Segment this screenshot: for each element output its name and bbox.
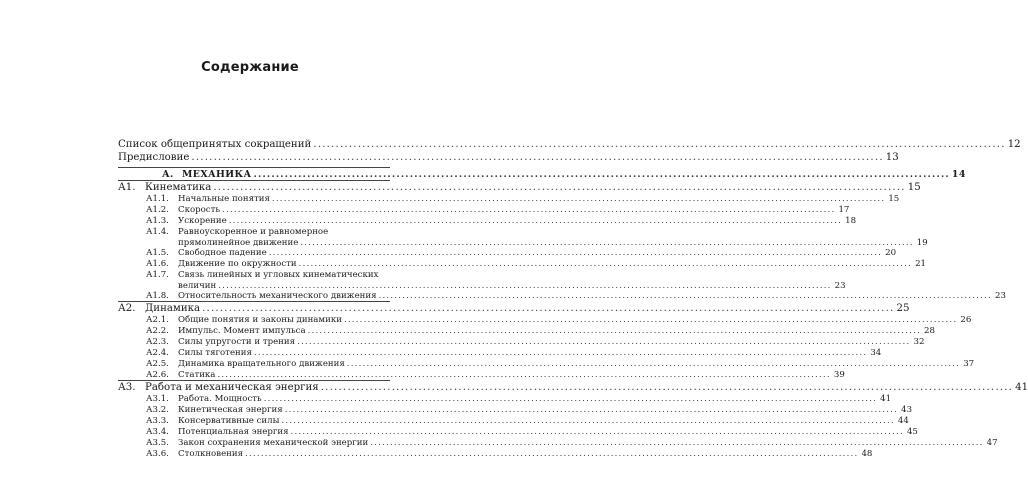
toc-leader-dots: [272, 194, 885, 204]
toc-leader-dots: [379, 291, 992, 301]
toc-entry-page: 23: [834, 281, 846, 291]
toc-leader-dots: [264, 394, 877, 404]
toc-entry-page: 43: [901, 405, 913, 415]
toc-entry-page: 44: [897, 416, 909, 426]
toc-leader-dots: [202, 303, 894, 314]
toc-entry-page: 20: [885, 248, 897, 258]
toc-entry-title: Кинематика: [145, 182, 212, 193]
toc-entry[interactable]: [118, 438, 998, 448]
toc-entry[interactable]: [118, 205, 850, 215]
toc-entry[interactable]: [118, 427, 918, 437]
toc-entry-number: А1.1.: [146, 194, 169, 204]
toc-entry-page: 26: [960, 315, 972, 325]
section-divider: [118, 301, 390, 302]
toc-entry-number: А1.6.: [146, 259, 169, 269]
toc-leader-dots: [217, 370, 830, 380]
page-title: Содержание: [201, 60, 299, 75]
toc-entry[interactable]: [118, 326, 935, 336]
toc-entry[interactable]: [118, 259, 927, 269]
toc-entry[interactable]: [118, 182, 921, 193]
toc-entry[interactable]: [118, 270, 390, 280]
toc-entry-number: А.: [162, 169, 174, 180]
toc-entry-page: 14: [951, 169, 966, 180]
toc-entry-page: 48: [861, 449, 873, 459]
toc-leader-dots: [269, 248, 882, 258]
toc-entry-title: Равноускоренное и равномерное: [178, 227, 329, 237]
toc-entry-page: 45: [906, 427, 918, 437]
toc-leader-dots: [285, 405, 898, 415]
toc-entry-number: А3.5.: [146, 438, 169, 448]
toc-entry-title: Импульс. Момент импульса: [178, 326, 306, 336]
toc-leader-dots: [347, 359, 960, 369]
toc-leader-dots: [313, 139, 1005, 150]
toc-entry-number: А1.8.: [146, 291, 169, 301]
toc-entry-number: А3.2.: [146, 405, 169, 415]
toc-entry[interactable]: [118, 194, 900, 204]
toc-entry-title: Скорость: [178, 205, 221, 215]
toc-entry[interactable]: [118, 315, 972, 325]
toc-entry-page: 41: [1015, 382, 1028, 393]
toc-entry-number: А3.3.: [146, 416, 169, 426]
toc-entry-number: А2.4.: [146, 348, 169, 358]
toc-entry-page: 34: [870, 348, 882, 358]
toc-leader-dots: [213, 182, 905, 193]
toc-entry-title: Динамика вращательного движения: [178, 359, 345, 369]
toc-entry-page: 15: [888, 194, 900, 204]
toc-entry-page: 18: [845, 216, 857, 226]
toc-entry-page: 25: [896, 303, 910, 314]
section-divider: [118, 167, 390, 168]
toc-entry-page: 47: [986, 438, 998, 448]
toc-entry-number: А1.: [118, 182, 136, 193]
toc-entry-number: А2.2.: [146, 326, 169, 336]
toc-entry[interactable]: [118, 152, 899, 163]
toc-entry-number: А2.: [118, 303, 136, 314]
toc-entry-page: 28: [924, 326, 935, 336]
toc-entry-number: А3.4.: [146, 427, 169, 437]
toc-entry-page: 19: [916, 238, 928, 248]
toc-leader-dots: [291, 427, 904, 437]
toc-entry-number: А1.5.: [146, 248, 169, 258]
toc-entry[interactable]: [118, 394, 892, 404]
toc-entry-number: А2.1.: [146, 315, 169, 325]
section-divider: [118, 180, 390, 181]
toc-entry-page: 37: [963, 359, 975, 369]
toc-entry[interactable]: [118, 449, 873, 459]
toc-entry-number: А2.5.: [146, 359, 169, 369]
toc-entry-title-cont: величин: [178, 281, 217, 291]
toc-entry[interactable]: [118, 291, 1006, 301]
toc-entry-number: А2.6.: [146, 370, 169, 380]
toc-entry[interactable]: [118, 337, 925, 347]
toc-entry-number: А1.4.: [146, 227, 169, 237]
toc-entry-title: Работа. Мощность: [178, 394, 262, 404]
toc-entry-number: А1.2.: [146, 205, 169, 215]
toc-leader-dots: [297, 337, 910, 347]
toc-entry-page: 21: [915, 259, 927, 269]
toc-entry-title: Кинетическая энергия: [178, 405, 283, 415]
toc-entry-continuation[interactable]: [118, 281, 846, 291]
toc-leader-dots: [191, 152, 883, 163]
toc-entry-title: Столкновения: [178, 449, 244, 459]
toc-entry[interactable]: [118, 370, 845, 380]
toc-entry-number: А2.3.: [146, 337, 169, 347]
toc-entry-page: 41: [880, 394, 892, 404]
toc-entry[interactable]: [118, 303, 910, 314]
toc-entry[interactable]: [118, 382, 1028, 393]
toc-entry-page: 32: [913, 337, 925, 347]
toc-entry-title: Свободное падение: [178, 248, 267, 258]
toc-entry-page: 39: [833, 370, 845, 380]
toc-leader-dots: [281, 416, 894, 426]
toc-entry-title: Статика: [178, 370, 216, 380]
toc-entry-title: Общие понятия и законы динамики: [178, 315, 342, 325]
toc-leader-dots: [218, 281, 831, 291]
toc-entry-title: Силы тяготения: [178, 348, 252, 358]
toc-entry-number: А3.6.: [146, 449, 169, 459]
toc-entry-title: МЕХАНИКА: [182, 169, 252, 180]
toc-entry[interactable]: [118, 359, 975, 369]
toc-entry-title: Работа и механическая энергия: [145, 382, 319, 393]
toc-leader-dots: [245, 449, 858, 459]
toc-entry[interactable]: [118, 405, 913, 415]
toc-entry-title: Относительность механического движения: [178, 291, 377, 301]
toc-entry-number: А1.3.: [146, 216, 169, 226]
toc-entry-page: 23: [994, 291, 1006, 301]
toc-entry-page: 12: [1007, 139, 1021, 150]
toc-leader-dots: [321, 382, 1013, 393]
toc-entry[interactable]: [118, 216, 857, 226]
toc-entry[interactable]: [118, 348, 882, 358]
toc-leader-dots: [229, 216, 842, 226]
toc-entry[interactable]: [118, 248, 897, 258]
toc-entry-page: 15: [907, 182, 921, 193]
toc-entry-title: Потенциальная энергия: [178, 427, 289, 437]
toc-entry-page: 13: [885, 152, 899, 163]
toc-entry-title: Консервативные силы: [178, 416, 280, 426]
toc-entry[interactable]: [118, 416, 909, 426]
toc-entry-title: Закон сохранения механической энергии: [178, 438, 369, 448]
toc-entry-number: А1.7.: [146, 270, 169, 280]
toc-leader-dots: [254, 169, 950, 180]
toc-entry-continuation[interactable]: [118, 238, 928, 248]
toc-entry[interactable]: [118, 139, 1021, 150]
toc-leader-dots: [254, 348, 867, 358]
toc-entry-title: Силы упругости и трения: [178, 337, 296, 347]
toc-leader-dots: [308, 326, 921, 336]
toc-leader-dots: [370, 438, 983, 448]
toc-entry-title: Начальные понятия: [178, 194, 270, 204]
toc-entry[interactable]: [118, 227, 390, 237]
toc-entry-title: Предисловие: [118, 152, 190, 163]
toc-entry-title: Динамика: [145, 303, 201, 314]
toc-entry-page: 17: [838, 205, 850, 215]
toc-leader-dots: [300, 238, 913, 248]
toc-entry-title: Список общепринятых сокращений: [118, 139, 312, 150]
toc-entry-number: А3.1.: [146, 394, 169, 404]
toc-entry[interactable]: [118, 169, 966, 180]
toc-entry-title: Связь линейных и угловых кинематических: [178, 270, 379, 280]
toc-leader-dots: [222, 205, 835, 215]
toc-leader-dots: [344, 315, 957, 325]
toc-entry-title: Ускорение: [178, 216, 227, 226]
toc-leader-dots: [299, 259, 912, 269]
toc-entry-title-cont: прямолинейное движение: [178, 238, 299, 248]
toc-entry-title: Движение по окружности: [178, 259, 297, 269]
toc-entry-number: А3.: [118, 382, 136, 393]
section-divider: [118, 380, 390, 381]
